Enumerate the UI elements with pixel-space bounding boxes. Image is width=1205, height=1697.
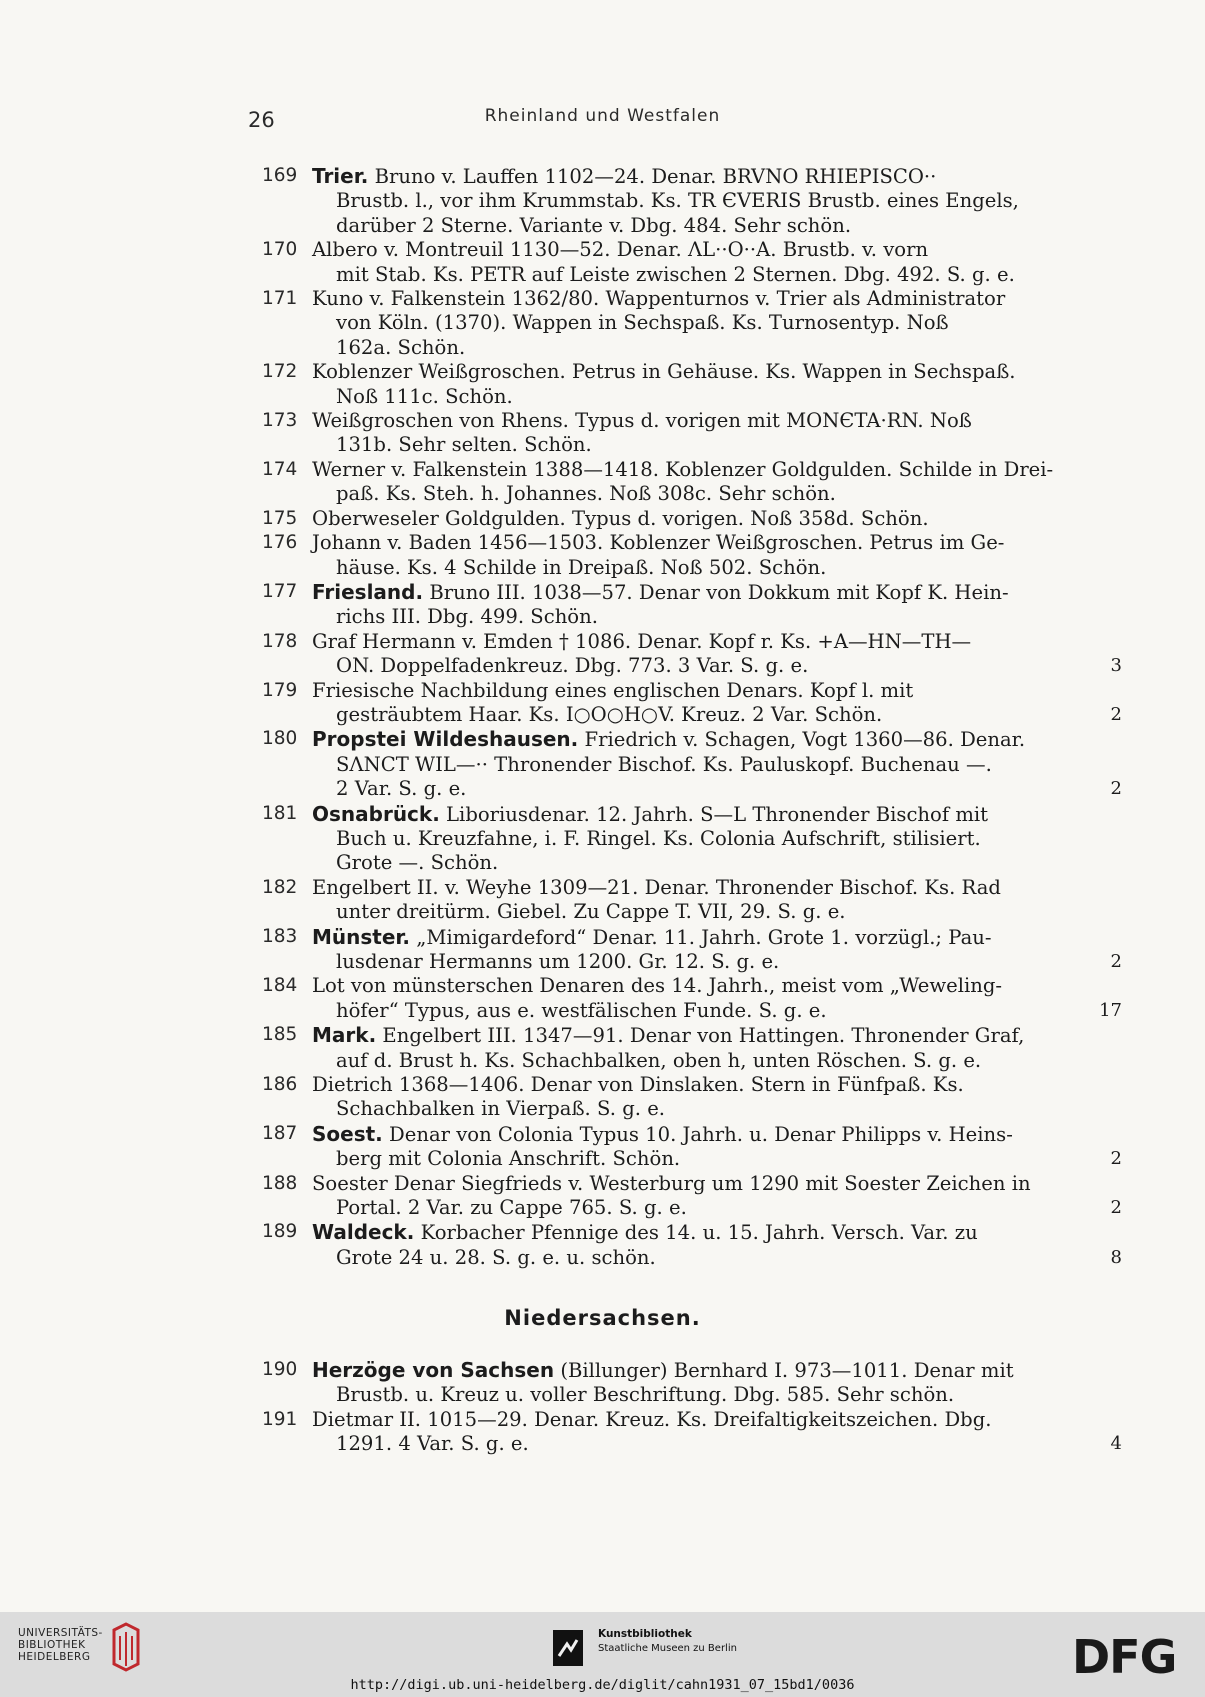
- entry-line: [312, 974, 1122, 998]
- entry-value: 2: [1110, 703, 1122, 725]
- entry-text: Werner v. Falkenstein 1388—1418. Koblenzer Goldgulden. Schilde in Drei-: [312, 457, 1054, 481]
- ub-line: UNIVERSITÄTS-: [18, 1627, 103, 1639]
- running-head: Rheinland und Westfalen: [484, 106, 721, 126]
- entry-text: Dietmar II. 1015—29. Denar. Kreuz. Ks. Dreifaltigkeitszeichen. Dbg.: [312, 1407, 992, 1431]
- entry-text: Korbacher Pfennige des 14. u. 15. Jahrh. Versch. Var. zu: [420, 1221, 978, 1245]
- catalog-entry: [262, 409, 1122, 458]
- catalog-entry: [262, 1220, 1122, 1270]
- entry-line: [312, 827, 1122, 851]
- entry-line: [312, 605, 1122, 629]
- entry-text: Schachbalken in Vierpaß. S. g. e.: [336, 1097, 666, 1121]
- entry-text: mit Stab. Ks. PETR auf Leiste zwischen 2 Sternen. Dbg. 492. S. g. e.: [336, 262, 1015, 286]
- entry-line: [312, 360, 1122, 384]
- entry-number: 172: [262, 361, 298, 383]
- entry-line: [312, 433, 1122, 457]
- entry-line: [312, 580, 1122, 605]
- entry-number: 176: [262, 532, 298, 554]
- entry-line: [312, 654, 1122, 678]
- entry-line: [312, 727, 1122, 752]
- entry-number: 186: [262, 1074, 298, 1096]
- entry-number: 175: [262, 507, 298, 529]
- entry-text: Koblenzer Weißgroschen. Petrus in Gehäuse. Ks. Wappen in Sechspaß.: [312, 360, 1016, 384]
- entry-line: [312, 1196, 1122, 1220]
- entry-heading: Propstei Wildeshausen.: [312, 727, 579, 752]
- entry-line: [312, 507, 1122, 531]
- entry-value: 3: [1110, 655, 1122, 677]
- entry-line: [312, 214, 1122, 238]
- catalog-entry: [262, 580, 1122, 630]
- ub-line: HEIDELBERG: [18, 1651, 91, 1663]
- entry-number: 178: [262, 630, 298, 652]
- entry-line: [312, 753, 1122, 777]
- entry-line: [312, 1246, 1122, 1270]
- entry-text: Graf Hermann v. Emden † 1086. Denar. Kopf r. Ks. +A—HN—TH—: [312, 629, 972, 653]
- entry-line: [312, 287, 1122, 311]
- entry-text: paß. Ks. Steh. h. Johannes. Noß 308c. Sehr schön.: [336, 482, 836, 506]
- entry-text: 131b. Sehr selten. Schön.: [336, 433, 592, 457]
- entry-line: [312, 900, 1122, 924]
- entry-text: Dietrich 1368—1406. Denar von Dinslaken. Stern in Fünfpaß. Ks.: [312, 1073, 964, 1097]
- catalog-entries: [262, 164, 1122, 1270]
- entry-text: häuse. Ks. 4 Schilde in Dreipaß. Noß 502. Schön.: [336, 555, 827, 579]
- entry-text: lusdenar Hermanns um 1200. Gr. 12. S. g. e.: [336, 950, 780, 973]
- catalog-entry: [262, 974, 1122, 1023]
- entry-text: Grote 24 u. 28. S. g. e. u. schön.: [336, 1245, 656, 1269]
- entry-number: 173: [262, 410, 298, 432]
- entry-number: 180: [262, 728, 298, 750]
- entry-text: 162a. Schön.: [336, 335, 466, 359]
- catalog-entry: [262, 727, 1122, 801]
- entry-number: 191: [262, 1408, 298, 1430]
- entry-text: Friedrich v. Schagen, Vogt 1360—86. Denar.: [584, 728, 1026, 752]
- entry-text: 1291. 4 Var. S. g. e.: [336, 1432, 529, 1456]
- catalog-entry: [262, 1408, 1122, 1457]
- catalog-entry: [262, 1023, 1122, 1073]
- entry-line: [312, 1049, 1122, 1073]
- kunstbibliothek-logo-icon: [553, 1630, 583, 1666]
- catalog-entry: [262, 876, 1122, 925]
- entry-number: 190: [262, 1359, 298, 1380]
- catalog-entry: [262, 1358, 1122, 1408]
- entry-line: [312, 1147, 1122, 1171]
- entry-line: [312, 679, 1122, 703]
- dfg-logo: DFG: [1072, 1630, 1177, 1684]
- entry-text: „Mimigardeford“ Denar. 11. Jahrh. Grote 1. vorzügl.; Pau-: [416, 925, 992, 949]
- entry-value: 4: [1110, 1433, 1122, 1455]
- kb-name: Kunstbibliothek: [598, 1628, 692, 1640]
- entry-line: [312, 703, 1122, 727]
- entry-number: 185: [262, 1024, 298, 1046]
- catalog-entry: [262, 1172, 1122, 1221]
- entry-line: [312, 531, 1122, 555]
- catalog-entry: [262, 164, 1122, 238]
- entry-number: 169: [262, 165, 298, 186]
- entry-line: [312, 1122, 1122, 1147]
- entry-text: (Billunger) Bernhard I. 973—1011. Denar mit: [560, 1359, 1014, 1382]
- entry-line: [312, 1358, 1122, 1383]
- entry-text: Portal. 2 Var. zu Cappe 765. S. g. e.: [336, 1196, 687, 1220]
- entry-number: 188: [262, 1172, 298, 1194]
- entry-number: 189: [262, 1221, 298, 1243]
- catalog-entry: [262, 630, 1122, 679]
- entry-line: [312, 777, 1122, 801]
- entry-line: [312, 385, 1122, 409]
- catalog-entry: [262, 1122, 1122, 1172]
- entry-number: 187: [262, 1122, 298, 1144]
- entry-line: [312, 999, 1122, 1023]
- entry-line: [312, 1172, 1122, 1196]
- entry-line: [312, 189, 1122, 213]
- entry-text: von Köln. (1370). Wappen in Sechspaß. Ks. Turnosentyp. Noß: [336, 311, 949, 335]
- catalog-entry: [262, 925, 1122, 975]
- entry-text: SΛNCT WIL—·· Thronender Bischof. Ks. Pauluskopf. Buchenau —.: [336, 752, 992, 776]
- kunstbibliothek-text: [598, 1627, 737, 1656]
- entry-line: [312, 630, 1122, 654]
- entry-text: Grote —. Schön.: [336, 851, 499, 875]
- entry-text: Johann v. Baden 1456—1503. Koblenzer Weißgroschen. Petrus im Ge-: [312, 531, 1005, 555]
- entry-line: [312, 238, 1122, 262]
- entry-text: Kuno v. Falkenstein 1362/80. Wappenturnos v. Trier als Administrator: [312, 287, 1006, 311]
- entry-text: Friesische Nachbildung eines englischen Denars. Kopf l. mit: [312, 678, 914, 702]
- entry-value: 2: [1110, 1148, 1122, 1170]
- entry-text: Bruno III. 1038—57. Denar von Dokkum mit Kopf K. Hein-: [429, 580, 1009, 604]
- entry-line: [312, 925, 1122, 950]
- ub-line: BIBLIOTHEK: [18, 1639, 86, 1651]
- ub-heidelberg-text: [18, 1627, 103, 1663]
- entry-text: höfer“ Typus, aus e. westfälischen Funde. S. g. e.: [336, 998, 827, 1022]
- entry-value: 17: [1099, 999, 1122, 1021]
- entry-line: [312, 1220, 1122, 1245]
- entry-text: Lot von münsterschen Denaren des 14. Jahrh., meist vom „Weweling-: [312, 974, 1003, 998]
- page-number: 26: [248, 108, 275, 132]
- entry-value: 2: [1110, 778, 1122, 800]
- entry-line: [312, 482, 1122, 506]
- entry-text: Buch u. Kreuzfahne, i. F. Ringel. Ks. Colonia Aufschrift, stilisiert.: [336, 826, 981, 850]
- entry-line: [312, 409, 1122, 433]
- entry-number: 177: [262, 580, 298, 602]
- catalog-entry: [262, 531, 1122, 580]
- catalog-entry: [262, 802, 1122, 876]
- entry-text: Soester Denar Siegfrieds v. Westerburg um 1290 mit Soester Zeichen in: [312, 1171, 1031, 1195]
- entry-text: Weißgroschen von Rhens. Typus d. vorigen mit MONЄTA·RN. Noß: [312, 409, 972, 433]
- catalog-entry: [262, 458, 1122, 507]
- entry-text: Brustb. u. Kreuz u. voller Beschriftung. Dbg. 585. Sehr schön.: [336, 1383, 955, 1407]
- entry-text: gesträubtem Haar. Ks. I○O○H○V. Kreuz. 2 Var. Schön.: [336, 702, 883, 726]
- entry-text: Bruno v. Lauffen 1102—24. Denar. BRVNO RHIEPISCO··: [374, 165, 937, 188]
- entry-heading: Trier.: [312, 164, 369, 188]
- entry-line: [312, 1432, 1122, 1456]
- entry-line: [312, 263, 1122, 287]
- entry-text: Engelbert III. 1347—91. Denar von Hattingen. Thronender Graf,: [382, 1024, 1025, 1048]
- entry-number: 182: [262, 876, 298, 898]
- entry-line: [312, 164, 1122, 189]
- entry-line: [312, 556, 1122, 580]
- catalog-entry: [262, 679, 1122, 728]
- entry-line: [312, 1097, 1122, 1121]
- entry-heading: Osnabrück.: [312, 801, 440, 826]
- ub-heidelberg-logo-icon: [108, 1622, 144, 1672]
- entry-number: 184: [262, 975, 298, 997]
- entry-line: [312, 1408, 1122, 1432]
- entry-value: 2: [1110, 951, 1122, 972]
- entry-text: unter dreitürm. Giebel. Zu Cappe T. VII, 29. S. g. e.: [336, 900, 846, 924]
- entry-value: 8: [1110, 1246, 1122, 1268]
- catalog-entries-2: [262, 1358, 1122, 1457]
- catalog-entry: [262, 507, 1122, 531]
- entry-text: Oberweseler Goldgulden. Typus d. vorigen. Noß 358d. Schön.: [312, 506, 929, 530]
- entry-heading: Friesland.: [312, 579, 424, 604]
- catalog-entry: [262, 238, 1122, 287]
- entry-text: darüber 2 Sterne. Variante v. Dbg. 484. Sehr schön.: [336, 213, 852, 237]
- entry-number: 174: [262, 458, 298, 480]
- entry-heading: Münster.: [312, 924, 411, 949]
- entry-text: Albero v. Montreuil 1130—52. Denar. ΛL··O··A. Brustb. v. vorn: [312, 238, 929, 262]
- entry-number: 181: [262, 802, 298, 824]
- source-url[interactable]: http://digi.ub.uni-heidelberg.de/diglit/cahn1931_07_15bd1/0036: [350, 1677, 855, 1693]
- entry-line: [312, 458, 1122, 482]
- entry-text: ON. Doppelfadenkreuz. Dbg. 773. 3 Var. S. g. e.: [336, 654, 809, 678]
- entry-line: [312, 1073, 1122, 1097]
- catalog-entry: [262, 287, 1122, 360]
- entry-text: berg mit Colonia Anschrift. Schön.: [336, 1147, 681, 1171]
- entry-number: 183: [262, 925, 298, 947]
- entry-line: [312, 851, 1122, 875]
- entry-text: 2 Var. S. g. e.: [336, 777, 467, 801]
- entry-text: Noß 111c. Schön.: [336, 384, 513, 408]
- entry-line: [312, 876, 1122, 900]
- entry-line: [312, 1383, 1122, 1407]
- entry-number: 170: [262, 239, 298, 261]
- entry-text: Brustb. l., vor ihm Krummstab. Ks. TR ЄVERIS Brustb. eines Engels,: [336, 189, 1019, 213]
- entry-heading: Mark.: [312, 1023, 377, 1048]
- entry-text: auf d. Brust h. Ks. Schachbalken, oben h, unten Röschen. S. g. e.: [336, 1048, 982, 1072]
- entry-heading: Soest.: [312, 1121, 383, 1146]
- entry-line: [312, 336, 1122, 360]
- entry-line: [312, 311, 1122, 335]
- entry-line: [312, 802, 1122, 827]
- catalog-entry: [262, 360, 1122, 409]
- entry-text: Liboriusdenar. 12. Jahrh. S—L Thronender Bischof mit: [446, 802, 989, 826]
- entry-number: 171: [262, 288, 298, 310]
- entry-line: [312, 950, 1122, 974]
- entry-heading: Waldeck.: [312, 1220, 415, 1245]
- entry-text: Denar von Colonia Typus 10. Jahrh. u. Denar Philipps v. Heins-: [389, 1122, 1013, 1146]
- entry-value: 2: [1110, 1197, 1122, 1219]
- entry-heading: Herzöge von Sachsen: [312, 1358, 555, 1382]
- entry-text: Engelbert II. v. Weyhe 1309—21. Denar. Thronender Bischof. Ks. Rad: [312, 875, 1001, 899]
- entry-number: 179: [262, 679, 298, 701]
- kb-subtitle: Staatliche Museen zu Berlin: [598, 1643, 737, 1654]
- section-title: Niedersachsen.: [504, 1306, 701, 1330]
- entry-line: [312, 1023, 1122, 1048]
- catalog-entry: [262, 1073, 1122, 1122]
- entry-text: richs III. Dbg. 499. Schön.: [336, 605, 598, 629]
